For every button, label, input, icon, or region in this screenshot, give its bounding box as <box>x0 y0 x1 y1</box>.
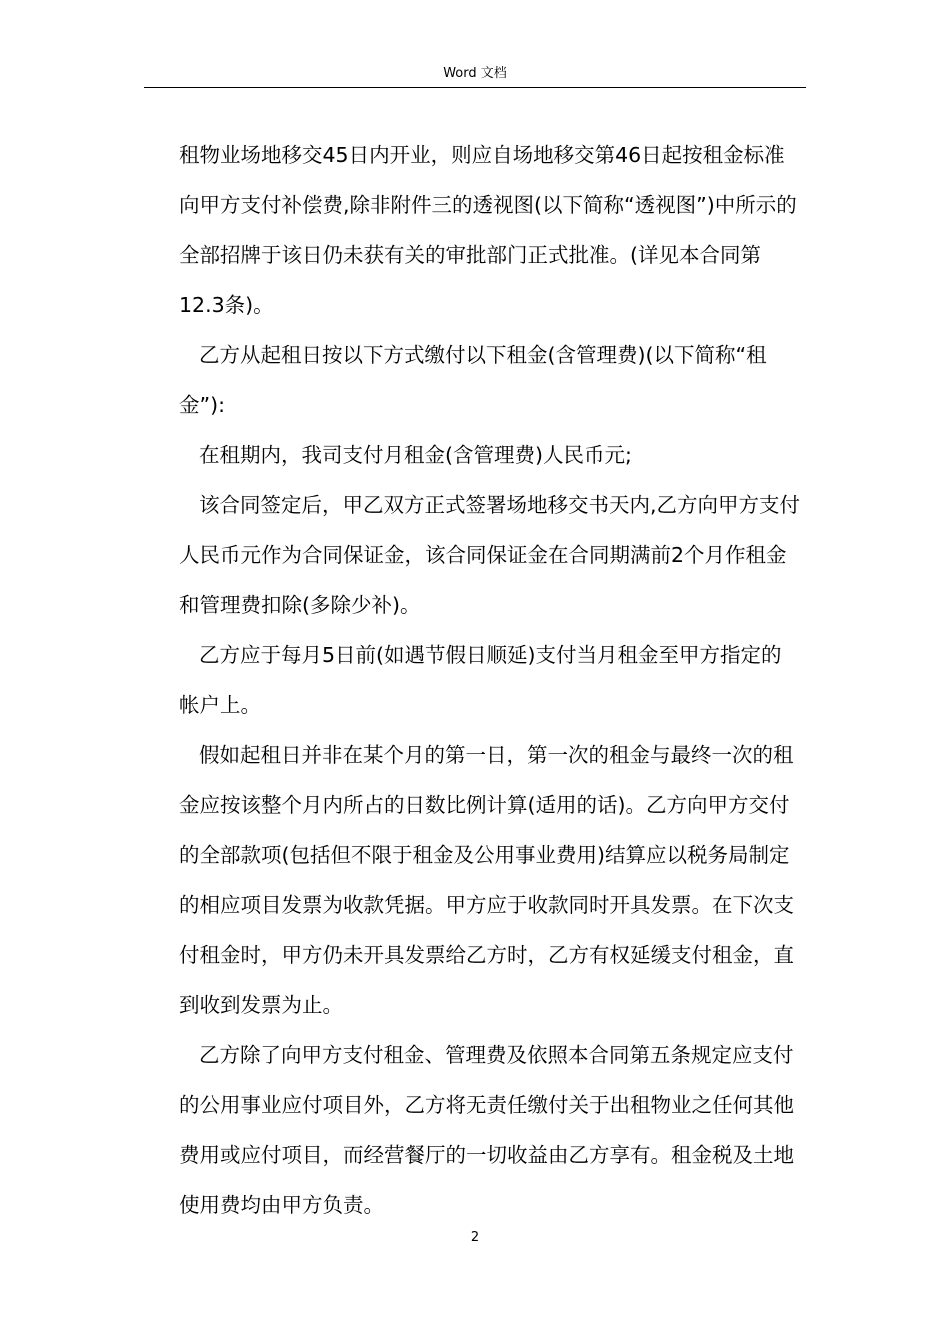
paragraph: 租物业场地移交45日内开业，则应自场地移交第46日起按租金标准向甲方支付补偿费,除非附件三的透视图(以下简称“透视图”)中所示的全部招牌于该日仍未获有关的审批部门正式批准。(详见本合同第12.3条)。 <box>179 143 797 317</box>
page-header: Word 文档 <box>443 66 507 81</box>
header-divider <box>144 87 806 88</box>
paragraph: 在租期内，我司支付月租金(含管理费)人民币元; <box>199 443 632 467</box>
paragraph: 乙方应于每月5日前(如遇节假日顺延)支付当月租金至甲方指定的帐户上。 <box>179 643 782 717</box>
document-body <box>179 130 802 1230</box>
paragraph: 假如起租日并非在某个月的第一日，第一次的租金与最终一次的租金应按该整个月内所占的日数比例计算(适用的话)。乙方向甲方交付的全部款项(包括但不限于租金及公用事业费用)结算应以税务局制定的相应项目发票为收款凭据。甲方应于收款同时开具发票。在下次支付租金时，甲方仍未开具发票给乙方时，乙方有权延缓支付租金，直到收到发票为止。 <box>179 743 794 1017</box>
page-number: 2 <box>470 1230 480 1245</box>
paragraph: 乙方除了向甲方支付租金、管理费及依照本合同第五条规定应支付的公用事业应付项目外，乙方将无责任缴付关于出租物业之任何其他费用或应付项目，而经营餐厅的一切收益由乙方享有。租金税及土地使用费均由甲方负责。 <box>179 1043 794 1217</box>
paragraph: 该合同签定后，甲乙双方正式签署场地移交书天内,乙方向甲方支付人民币元作为合同保证金，该合同保证金在合同期满前2个月作租金和管理费扣除(多除少补)。 <box>179 493 801 617</box>
paragraph: 乙方从起租日按以下方式缴付以下租金(含管理费)(以下简称“租金”): <box>179 343 767 417</box>
